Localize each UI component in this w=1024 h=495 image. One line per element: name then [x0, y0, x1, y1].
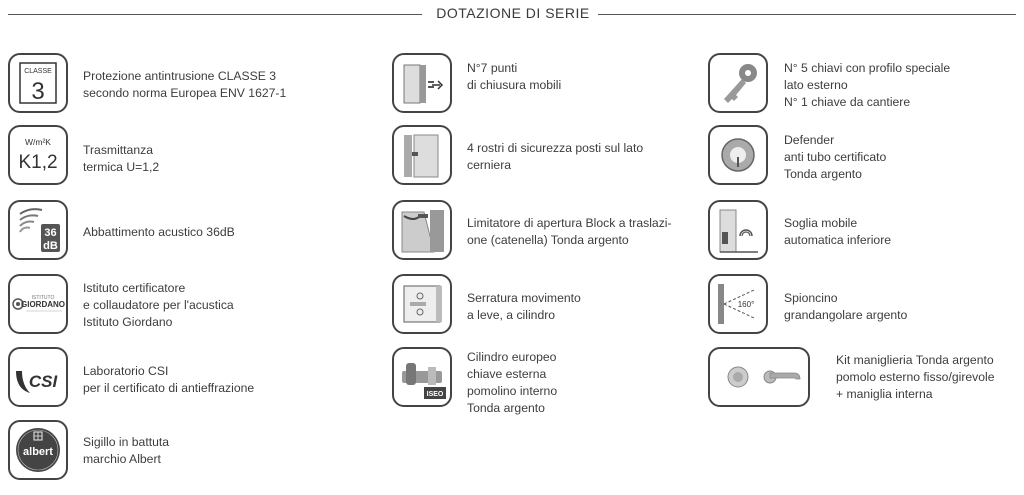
- key-icon: [708, 53, 768, 113]
- feature-text: Sigillo in battuta marchio Albert: [83, 435, 170, 466]
- db-bottom: dB: [43, 240, 58, 252]
- feature-text: Trasmittanza termica U=1,2: [83, 143, 160, 174]
- db-top: 36: [44, 227, 57, 239]
- feature-text: Serratura movimento a leve, a cilindro: [467, 291, 581, 322]
- k-unit: W/m²K: [25, 137, 51, 147]
- cylinder-iseo-icon: [392, 347, 452, 407]
- feature-text: Abbattimento acustico 36dB: [83, 225, 235, 239]
- csi-text: CSI: [28, 372, 58, 391]
- csi-logo-icon: [8, 347, 68, 407]
- feature-text: Spioncino grandangolare argento: [784, 291, 908, 322]
- iseo-text: ISEO: [426, 391, 444, 398]
- hinge-bolt-icon: [392, 125, 452, 185]
- door-locking-points-icon: [392, 53, 452, 113]
- feature-text: 4 rostri di sicurezza posti sul lato cerniera: [467, 141, 644, 172]
- feature-text: Kit maniglieria Tonda argento pomolo esterno fisso/girevole + maniglia interna: [836, 353, 995, 401]
- giordano-top: ISTITUTO: [31, 295, 55, 301]
- albert-seal-icon: [8, 420, 68, 480]
- k-value-icon: [8, 125, 68, 185]
- giordano-name: GIORDANO: [21, 300, 65, 309]
- feature-text: Protezione antintrusione CLASSE 3 secondo norma Europea ENV 1627-1: [83, 69, 287, 100]
- giordano-logo-icon: [8, 274, 68, 334]
- feature-text: Soglia mobile automatica inferiore: [784, 216, 892, 247]
- albert-text: albert: [23, 446, 53, 458]
- peephole-angle-icon: [708, 274, 768, 334]
- feature-text: Cilindro europeo chiave esterna pomolino interno Tonda argento: [467, 350, 558, 415]
- header-rule-left: [8, 14, 422, 15]
- k-value: K1,2: [18, 152, 58, 173]
- threshold-seal-icon: [708, 200, 768, 260]
- feature-text: Defender anti tubo certificato Tonda argento: [784, 133, 887, 181]
- sound-db-icon: [8, 200, 68, 260]
- feature-text: Istituto certificatore e collaudatore per l'acustica Istituto Giordano: [83, 281, 234, 329]
- section-title: DOTAZIONE DI SERIE: [436, 5, 590, 21]
- door-chain-icon: [392, 200, 452, 260]
- section-header: [0, 0, 1024, 28]
- lock-body-icon: [392, 274, 452, 334]
- feature-text: N° 5 chiavi con profilo speciale lato esterno N° 1 chiave da cantiere: [784, 61, 951, 109]
- feature-text: Laboratorio CSI per il certificato di antieffrazione: [83, 364, 255, 395]
- header-rule-right: [598, 14, 1016, 15]
- angle-text: 160°: [737, 300, 755, 309]
- defender-icon: [708, 125, 768, 185]
- feature-text: Limitatore di apertura Block a traslazi- one (catenella) Tonda argento: [467, 216, 672, 247]
- feature-text: N°7 punti di chiusura mobili: [467, 61, 562, 92]
- handle-set-icon: [708, 347, 810, 407]
- classe-value: 3: [31, 78, 45, 105]
- classe-label: CLASSE: [24, 68, 52, 75]
- classe-3-icon: [8, 53, 68, 113]
